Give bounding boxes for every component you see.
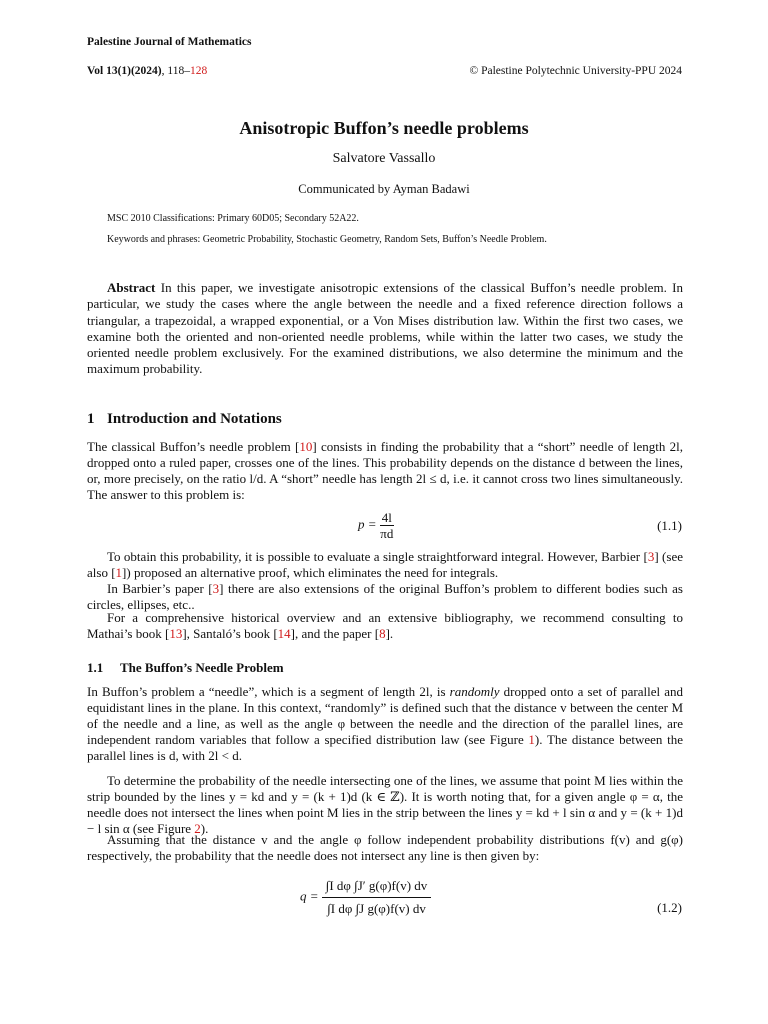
- section-number: 1: [87, 411, 95, 427]
- text: ).: [200, 821, 209, 836]
- fraction: [322, 878, 432, 917]
- citation-link[interactable]: 14: [277, 626, 291, 641]
- numerator: ∫I dφ ∫J′ g(φ)f(v) dv: [322, 878, 432, 898]
- text: ] consists in finding the probability that a “short” needle of length 2l, dropped onto a ruled paper, crosses one of the lines. This probability depends on the distance d between the lines, or, more precisely, on the ratio l/d. A “short” needle has length 2l ≤ d, i.e. it cannot cross two lines simultaneously. The answer to this problem is:: [87, 439, 683, 502]
- communicated-by: Communicated by Ayman Badawi: [298, 182, 470, 196]
- subsection-title: The Buffon’s Needle Problem: [120, 660, 284, 675]
- subsection-heading: [87, 660, 284, 676]
- numerator: 4l: [381, 510, 392, 525]
- text: ], and the paper [: [290, 626, 380, 641]
- abstract-label: Abstract: [107, 280, 156, 295]
- emphasis: randomly: [449, 684, 500, 699]
- citation-link[interactable]: 8: [379, 626, 386, 641]
- paragraph: [87, 581, 683, 613]
- copyright: © Palestine Polytechnic University-PPU 2024: [469, 65, 682, 77]
- equation-number: (1.2): [657, 900, 682, 915]
- paragraph: [87, 439, 683, 503]
- citation-link[interactable]: 1: [115, 565, 123, 580]
- text: ] there are also extensions of the original Buffon’s problem to different bodies such as circles, ellipses, etc..: [87, 581, 683, 612]
- text: ] (see also [: [87, 549, 683, 580]
- text: ). The distance between the parallel lines is d, with 2l < d.: [87, 732, 683, 763]
- text: ].: [385, 626, 394, 641]
- text: In Buffon’s problem a “needle”, which is a segment of length 2l, is: [87, 684, 450, 699]
- equation-lhs: p =: [358, 516, 377, 532]
- journal-name: Palestine Journal of Mathematics: [87, 36, 252, 48]
- text: For a comprehensive historical overview and an extensive bibliography, we recommend consulting to Mathai’s book [: [87, 610, 683, 641]
- pages-start: , 118–: [161, 65, 190, 77]
- citation-link[interactable]: 13: [169, 626, 183, 641]
- denominator: πd: [380, 526, 394, 541]
- section-heading: [87, 411, 282, 428]
- citation-link[interactable]: 3: [212, 581, 220, 596]
- keywords: Keywords and phrases: Geometric Probability, Stochastic Geometry, Random Sets, Buffon’s Needle Problem.: [107, 234, 547, 245]
- text: To obtain this probability, it is possible to evaluate a single straightforward integral. However, Barbier [: [107, 549, 648, 564]
- paragraph: [87, 549, 683, 581]
- section-title: Introduction and Notations: [107, 411, 282, 427]
- fraction: [380, 510, 394, 541]
- equation-1-1: [358, 510, 394, 541]
- paragraph: [87, 773, 683, 837]
- text: dropped onto a set of parallel and equidistant lines in the plane. In this context, “randomly” is defined such that the distance v between the center M of the needle and a line, as well as the angle φ between the needle and the direction of the parallel lines, are independent random variables that follow a specified distribution law (see Figure: [87, 684, 683, 747]
- paper-title: Anisotropic Buffon’s needle problems: [239, 118, 529, 138]
- text: ]) proposed an alternative proof, which eliminates the need for integrals.: [122, 565, 499, 580]
- msc-classification: MSC 2010 Classifications: Primary 60D05; Secondary 52A22.: [107, 213, 359, 224]
- text: ], Santaló’s book [: [182, 626, 278, 641]
- equation-1-2: [300, 878, 431, 917]
- author: Salvatore Vassallo: [332, 151, 436, 166]
- denominator: ∫I dφ ∫J g(φ)f(v) dv: [327, 901, 426, 916]
- figure-link[interactable]: 1: [528, 732, 535, 747]
- equation-lhs: q =: [300, 888, 319, 904]
- paragraph: [87, 684, 683, 764]
- abstract-text: In this paper, we investigate anisotropic extensions of the classical Buffon’s needle problem. In particular, we study the cases where the angle between the needle and a fixed reference direction follows a triangular, a trapezoidal, a wrapped exponential, or a Von Mises distribution law. Within the first two cases, we examine both the oriented and non-oriented needle problems, while within the latter two cases, we study the oriented needle problem exclusively. For the examined distributions, we also determine the minimum and the maximum probability.: [87, 280, 683, 377]
- figure-link[interactable]: 2: [194, 821, 201, 836]
- citation-link[interactable]: 3: [647, 549, 655, 564]
- volume-label: Vol 13(1)(2024): [87, 65, 162, 77]
- pages-end-link[interactable]: 128: [189, 65, 208, 77]
- abstract: [87, 280, 683, 378]
- paragraph: Assuming that the distance v and the angle φ follow independent probability distributions f(v) and g(φ) respectively, the probability that the needle does not intersect any line is then given by:: [87, 832, 683, 863]
- equation-number: (1.1): [657, 518, 682, 533]
- text: The classical Buffon’s needle problem [: [87, 439, 300, 454]
- text: To determine the probability of the needle intersecting one of the lines, we assume that point M lies within the strip bounded by the lines y = kd and y = (k + 1)d (k ∈ ℤ). It is worth noting that, for a given angle φ = α, the needle does not intersect the lines when point M lies in the strip between the lines y = kd + l sin α and y = (k + 1)d − l sin α (see Figure: [87, 773, 683, 836]
- paragraph: [87, 610, 683, 642]
- text: In Barbier’s paper [: [107, 581, 213, 596]
- subsection-number: 1.1: [87, 660, 104, 675]
- citation-link[interactable]: 10: [299, 439, 313, 454]
- volume-info: [87, 65, 207, 77]
